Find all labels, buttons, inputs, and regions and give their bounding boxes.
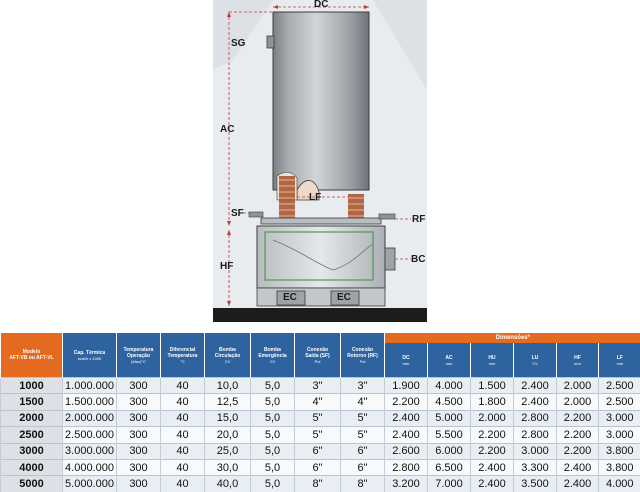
cell-diff: 40	[161, 476, 205, 492]
cell-lf: 3.000	[599, 410, 640, 426]
cell-hf: 2.200	[557, 410, 599, 426]
label-ac: AC	[220, 124, 234, 135]
cell-diff: 40	[161, 459, 205, 475]
cell-lf: 3.800	[599, 459, 640, 475]
cell-pump: 20,0	[205, 427, 251, 443]
cell-pump: 10,0	[205, 378, 251, 394]
cell-temp: 300	[117, 427, 161, 443]
cell-model: 2000	[1, 410, 63, 426]
cell-pump-em: 5,0	[251, 394, 295, 410]
cell-pump: 15,0	[205, 410, 251, 426]
label-sf: SF	[231, 208, 244, 219]
cell-lu: 2.400	[514, 378, 557, 394]
cell-model: 5000	[1, 476, 63, 492]
header-dims-group: Dimensões*	[385, 333, 640, 343]
label-lf: LF	[309, 192, 321, 203]
cell-lu: 2.800	[514, 427, 557, 443]
cell-pump-em: 5,0	[251, 410, 295, 426]
cell-pump-em: 5,0	[251, 443, 295, 459]
cell-model: 1500	[1, 394, 63, 410]
rf-nozzle	[379, 214, 395, 219]
cell-pump-em: 5,0	[251, 427, 295, 443]
cell-temp: 300	[117, 394, 161, 410]
cell-dc: 2.200	[385, 394, 428, 410]
sg-nozzle	[267, 36, 274, 48]
cell-hf: 2.400	[557, 476, 599, 492]
boiler-cylinder	[273, 12, 369, 190]
cell-diff: 40	[161, 394, 205, 410]
cell-cap: 2.500.000	[63, 427, 117, 443]
cell-ret: 6"	[341, 443, 385, 459]
cell-pump: 30,0	[205, 459, 251, 475]
cell-ac: 5.500	[428, 427, 471, 443]
cell-ac: 7.000	[428, 476, 471, 492]
cell-model: 2500	[1, 427, 63, 443]
header-pump: Bomba Circulação CV	[205, 333, 251, 378]
table-row	[1, 459, 640, 475]
cell-dc: 2.400	[385, 410, 428, 426]
table-row	[1, 410, 640, 426]
support-flange	[261, 218, 381, 224]
cell-hf: 2.200	[557, 427, 599, 443]
cell-temp: 300	[117, 378, 161, 394]
cell-hu: 2.400	[471, 476, 514, 492]
cell-dc: 2.400	[385, 427, 428, 443]
cell-temp: 300	[117, 410, 161, 426]
cell-ac: 4.500	[428, 394, 471, 410]
label-ec-left: EC	[283, 292, 297, 303]
cell-cap: 4.000.000	[63, 459, 117, 475]
cell-hu: 2.400	[471, 459, 514, 475]
header-temp: Temperatura Operação (Max)°C	[117, 333, 161, 378]
cell-ac: 4.000	[428, 378, 471, 394]
header-model: Modelo AFT-VB ou AFT-VL	[1, 333, 63, 378]
cell-dc: 2.800	[385, 459, 428, 475]
cell-hf: 2.200	[557, 443, 599, 459]
cell-temp: 300	[117, 476, 161, 492]
header-dim-dc: DC mm	[385, 343, 428, 378]
table-header-row	[1, 333, 640, 343]
cell-ret: 4"	[341, 394, 385, 410]
cell-ret: 5"	[341, 427, 385, 443]
cell-model: 1000	[1, 378, 63, 394]
header-cap: Cap. Térmica kcal/h x 1000	[63, 333, 117, 378]
header-dim-ac: AC mm	[428, 343, 471, 378]
cell-out: 5"	[295, 427, 341, 443]
cell-out: 3"	[295, 378, 341, 394]
furnace-box	[257, 226, 385, 288]
floor-slab	[213, 308, 427, 322]
label-sg: SG	[231, 38, 245, 49]
cell-cap: 5.000.000	[63, 476, 117, 492]
label-rf: RF	[412, 214, 425, 225]
table-body	[1, 378, 640, 492]
heater-diagram	[213, 0, 427, 322]
cell-pump: 40,0	[205, 476, 251, 492]
cell-cap: 3.000.000	[63, 443, 117, 459]
cell-hu: 1.800	[471, 394, 514, 410]
cell-hf: 2.400	[557, 459, 599, 475]
cell-cap: 1.500.000	[63, 394, 117, 410]
cell-diff: 40	[161, 427, 205, 443]
cell-hu: 2.200	[471, 427, 514, 443]
cell-lu: 3.500	[514, 476, 557, 492]
cell-cap: 1.000.000	[63, 378, 117, 394]
header-dim-lu: LU CV	[514, 343, 557, 378]
table-row	[1, 394, 640, 410]
cell-ret: 8"	[341, 476, 385, 492]
header-pump-em: Bomba Emergência CV	[251, 333, 295, 378]
cell-out: 4"	[295, 394, 341, 410]
cell-temp: 300	[117, 459, 161, 475]
cell-hu: 2.200	[471, 443, 514, 459]
cell-hf: 2.000	[557, 394, 599, 410]
cell-model: 3000	[1, 443, 63, 459]
cell-ac: 6.500	[428, 459, 471, 475]
cell-pump-em: 5,0	[251, 459, 295, 475]
cell-temp: 300	[117, 443, 161, 459]
cell-out: 8"	[295, 476, 341, 492]
cell-lf: 3.000	[599, 427, 640, 443]
cell-lu: 3.300	[514, 459, 557, 475]
cell-lf: 2.500	[599, 394, 640, 410]
cell-dc: 1.900	[385, 378, 428, 394]
table-row	[1, 476, 640, 492]
cell-model: 4000	[1, 459, 63, 475]
cell-lu: 3.000	[514, 443, 557, 459]
coil-left	[279, 176, 295, 220]
cell-cap: 2.000.000	[63, 410, 117, 426]
cell-diff: 40	[161, 443, 205, 459]
cell-lf: 3.800	[599, 443, 640, 459]
cell-lf: 2.500	[599, 378, 640, 394]
cell-hf: 2.000	[557, 378, 599, 394]
cell-lu: 2.800	[514, 410, 557, 426]
cell-pump: 12,5	[205, 394, 251, 410]
label-bc: BC	[411, 254, 425, 265]
label-ec-right: EC	[337, 292, 351, 303]
label-hf: HF	[220, 261, 233, 272]
header-dim-hf: HF mm	[557, 343, 599, 378]
header-diff: Diferencial Temperatura °C	[161, 333, 205, 378]
cell-diff: 40	[161, 378, 205, 394]
table-row	[1, 427, 640, 443]
cell-diff: 40	[161, 410, 205, 426]
cell-hu: 2.000	[471, 410, 514, 426]
cell-hu: 1.500	[471, 378, 514, 394]
cell-ret: 6"	[341, 459, 385, 475]
table-row	[1, 378, 640, 394]
cell-dc: 2.600	[385, 443, 428, 459]
header-conn-ret: Conexão Retorno (RF) Pol	[341, 333, 385, 378]
cell-out: 5"	[295, 410, 341, 426]
cell-ret: 3"	[341, 378, 385, 394]
cell-ac: 5.000	[428, 410, 471, 426]
cell-ret: 5"	[341, 410, 385, 426]
cell-pump: 25,0	[205, 443, 251, 459]
cell-pump-em: 5,0	[251, 378, 295, 394]
sf-nozzle	[249, 212, 263, 217]
specification-table	[0, 333, 640, 492]
cell-out: 6"	[295, 459, 341, 475]
cell-lu: 2.400	[514, 394, 557, 410]
cell-lf: 4.000	[599, 476, 640, 492]
label-dc: DC	[314, 0, 328, 10]
burner	[385, 248, 395, 270]
header-dim-hu: HU mm	[471, 343, 514, 378]
cell-out: 6"	[295, 443, 341, 459]
cell-dc: 3.200	[385, 476, 428, 492]
header-conn-out: Conexão Saída (SF) Pol	[295, 333, 341, 378]
cell-pump-em: 5,0	[251, 476, 295, 492]
header-dim-lf: LF mm	[599, 343, 640, 378]
table-row	[1, 443, 640, 459]
cell-ac: 6.000	[428, 443, 471, 459]
